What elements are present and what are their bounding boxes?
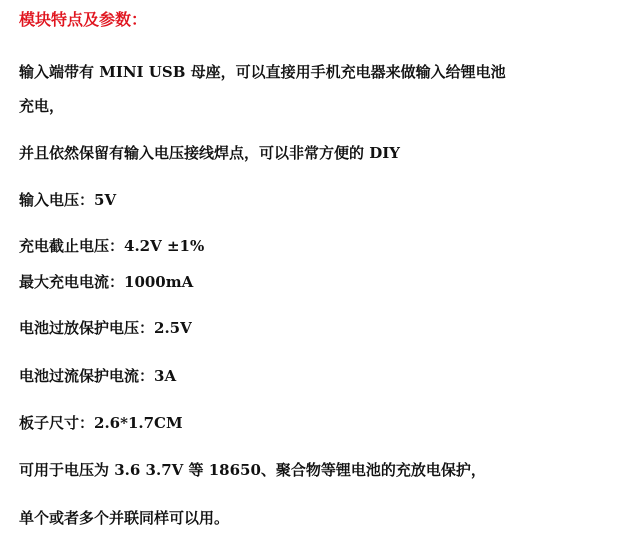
- spec-overdischarge: 电池过放保护电压：2.5V: [19, 319, 192, 337]
- usage-parallel: 单个或者多个并联同样可以用。: [19, 509, 230, 527]
- spec-charge-cutoff: 充电截止电压：4.2V ±1%: [19, 237, 205, 255]
- spec-max-charge-current: 最大充电电流：1000mA: [19, 273, 194, 291]
- feature-usb-input: 输入端带有 MINI USB 母座，可以直接用手机充电器来做输入给锂电池: [19, 63, 506, 81]
- spec-input-voltage: 输入电压：5V: [19, 191, 117, 209]
- feature-solder-points: 并且依然保留有输入电压接线焊点，可以非常方便的 DIY: [19, 144, 400, 162]
- feature-usb-input-cont: 充电，: [19, 97, 65, 115]
- usage-battery-types: 可用于电压为 3.6 3.7V 等 18650、聚合物等锂电池的充放电保护，: [19, 461, 486, 479]
- spec-board-size: 板子尺寸：2.6*1.7CM: [19, 414, 183, 432]
- section-title: 模块特点及参数：: [19, 10, 148, 29]
- spec-overcurrent: 电池过流保护电流：3A: [19, 367, 177, 385]
